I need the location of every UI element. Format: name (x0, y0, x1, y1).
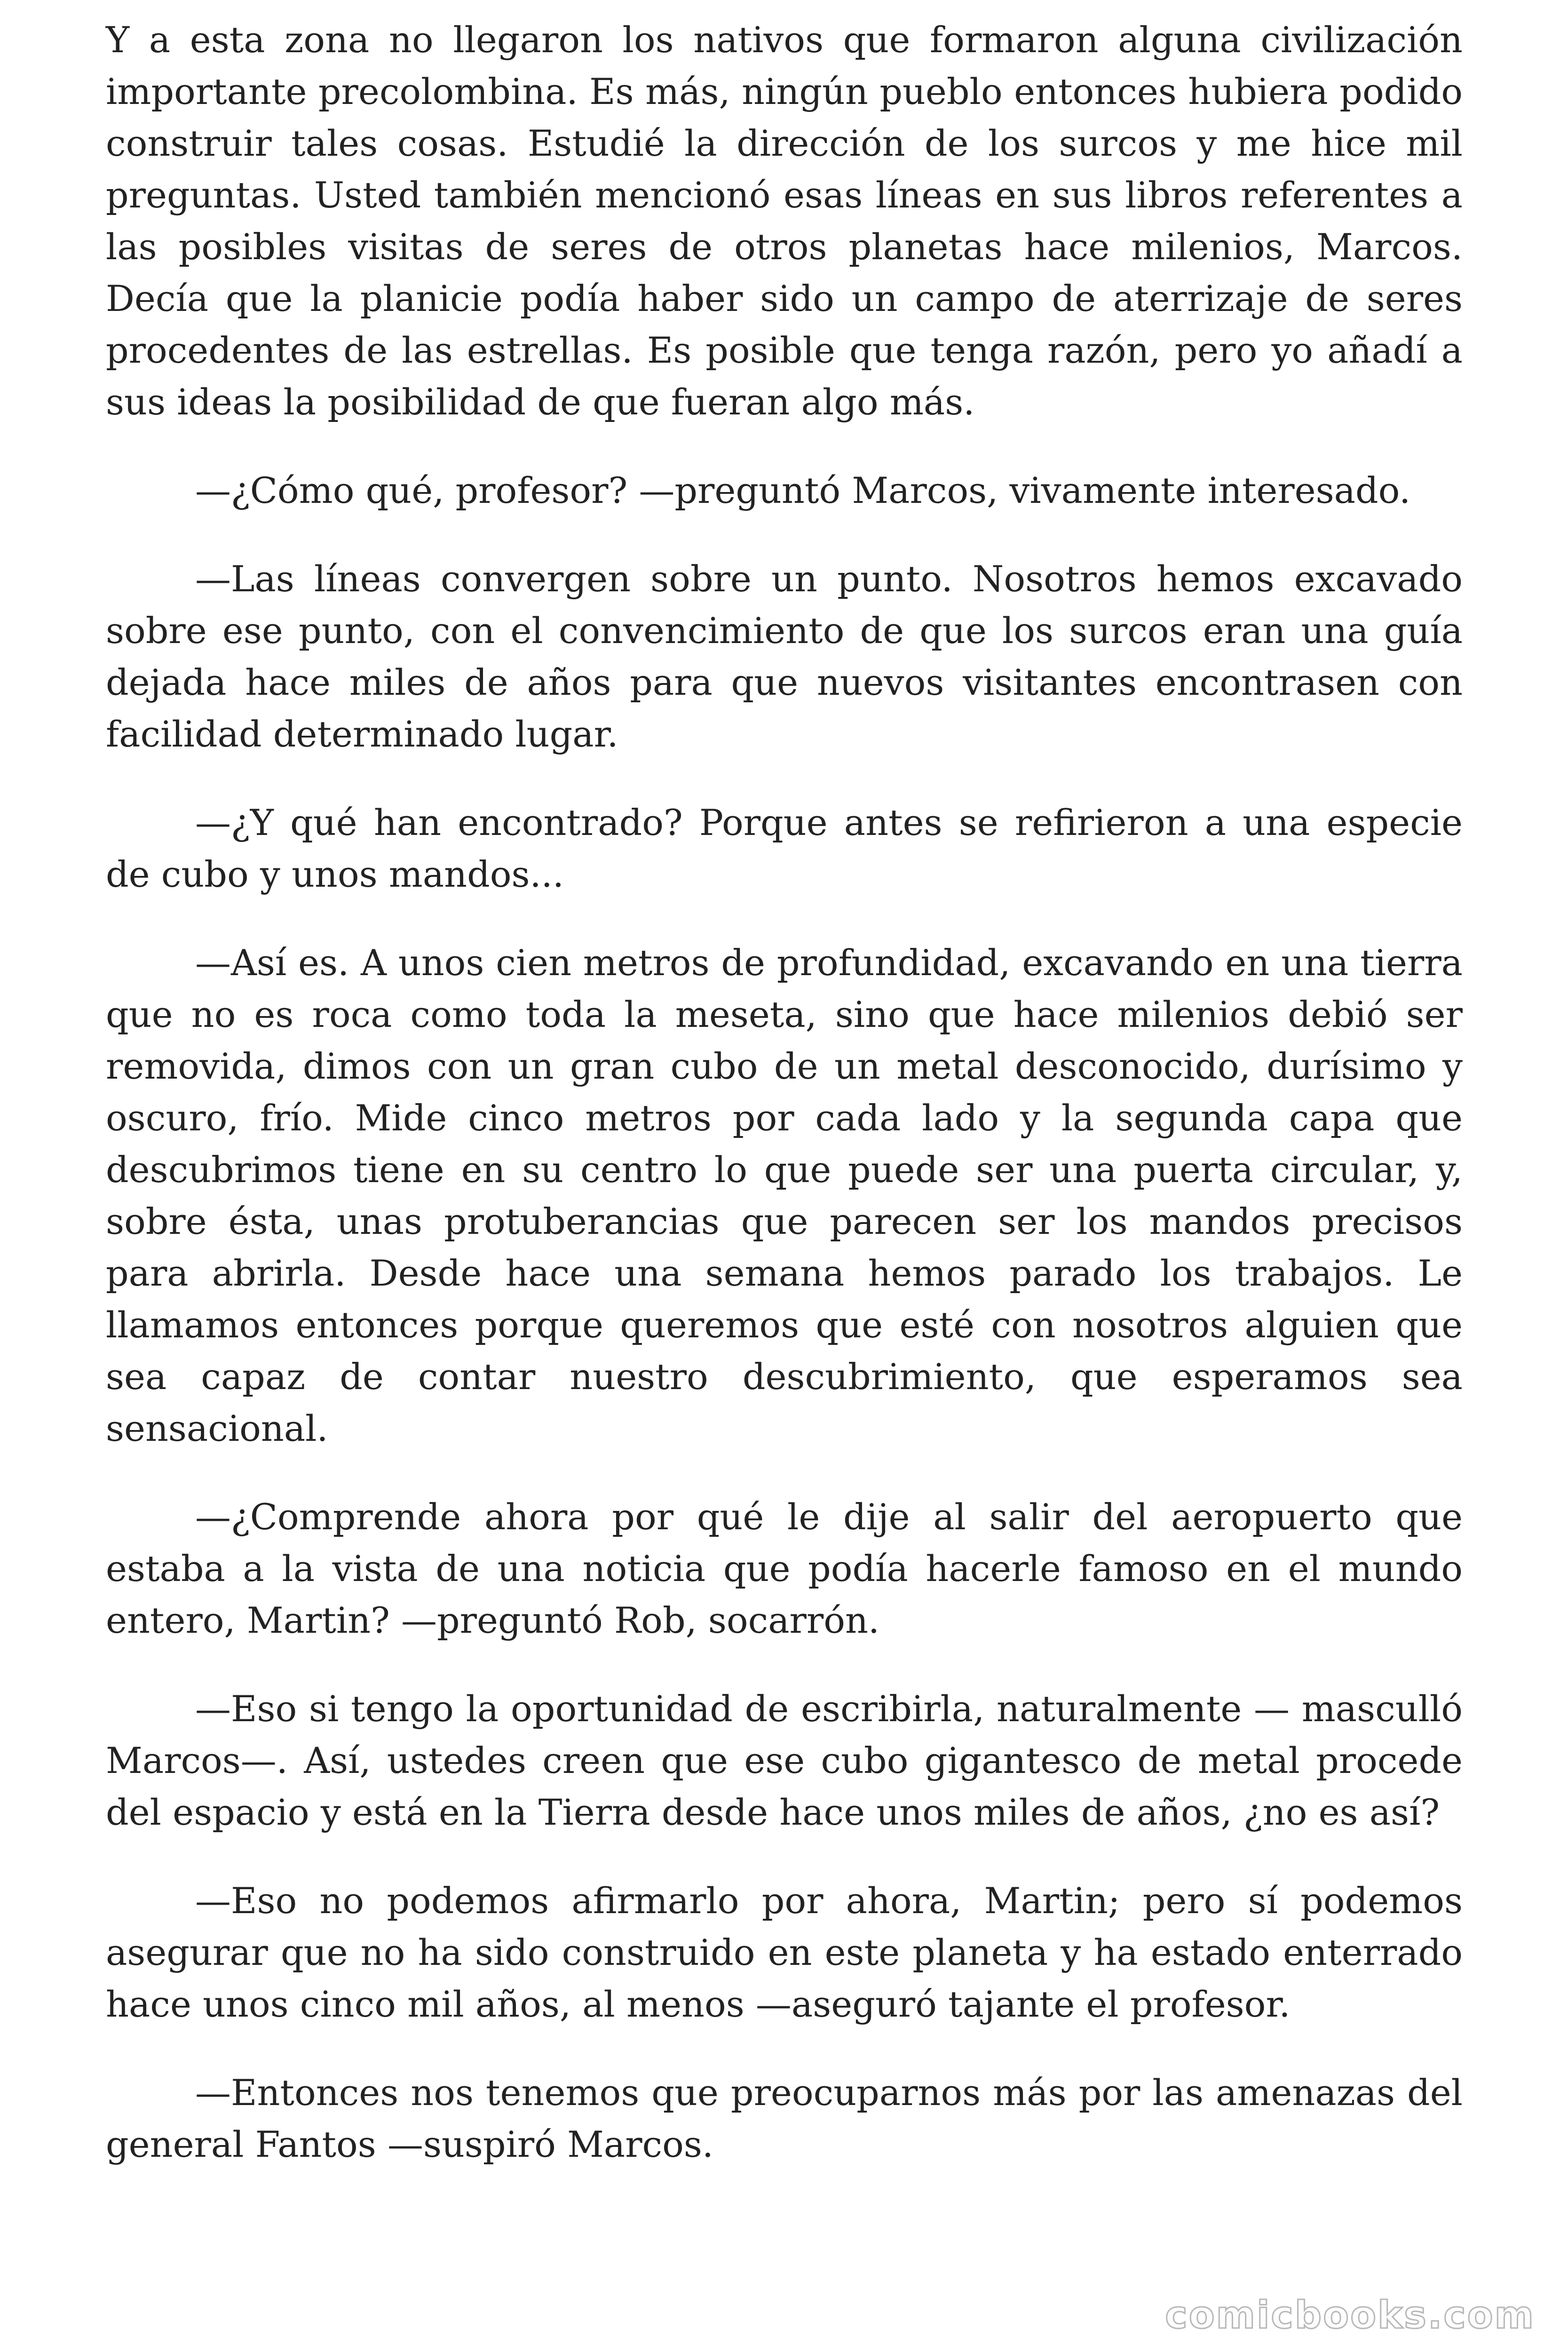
paragraph-8: —Eso no podemos afirmarlo por ahora, Martin; pero sí podemos asegurar que no ha sido construido en este planeta y ha estado enterrado hace unos cinco mil años, al menos —aseguró tajante el profesor. (106, 1880, 1463, 2025)
paragraph-3: —Las líneas convergen sobre un punto. Nosotros hemos excavado sobre ese punto, con el convencimiento de que los surcos eran una guía dejada hace miles de años para que nuevos visitantes encontrasen con facilidad determinado lugar. (106, 558, 1463, 755)
paragraph-4: —¿Y qué han encontrado? Porque antes se refirieron a una especie de cubo y unos mandos... (106, 802, 1463, 895)
paragraph-1: Y a esta zona no llegaron los nativos que formaron alguna civilización importante precolombina. Es más, ningún pueblo entonces hubiera podido construir tales cosas. Estudié la dirección de los surcos y me hice mil preguntas. Usted también mencionó esas líneas en sus libros referentes a las posibles visitas de seres de otros planetas hace milenios, Marcos. Decía que la planicie podía haber sido un campo de aterrizaje de seres procedentes de las estrellas. Es posible que tenga razón, pero yo añadí a sus ideas la posibilidad de que fueran algo más. (106, 19, 1463, 423)
paragraph-7: —Eso si tengo la oportunidad de escribirla, naturalmente — masculló Marcos—. Así, ustedes creen que ese cubo gigantesco de metal procede del espacio y está en la Tierra desde hace unos miles de años, ¿no es así? (106, 1688, 1463, 1833)
paragraph-6: —¿Comprende ahora por qué le dije al salir del aeropuerto que estaba a la vista de una noticia que podía hacerle famoso en el mundo entero, Martin? —preguntó Rob, socarrón. (106, 1496, 1463, 1641)
watermark: comicbooks.com (1165, 2293, 1535, 2337)
paragraph-5: —Así es. A unos cien metros de profundidad, excavando en una tierra que no es roca como toda la meseta, sino que hace milenios debió ser removida, dimos con un gran cubo de un metal desconocido, durísimo y oscuro, frío. Mide cinco metros por cada lado y la segunda capa que descubrimos tiene en su centro lo que puede ser una puerta circular, y, sobre ésta, unas protuberancias que parecen ser los mandos precisos para abrirla. Desde hace una semana hemos parado los trabajos. Le llamamos entonces porque queremos que esté con nosotros alguien que sea capaz de contar nuestro descubrimiento, que esperamos sea sensacional. (106, 942, 1463, 1449)
paragraph-2: —¿Cómo qué, profesor? —preguntó Marcos, vivamente interesado. (195, 469, 1411, 511)
book-page (106, 14, 1463, 2207)
paragraph-9: —Entonces nos tenemos que preocuparnos más por las amenazas del general Fantos —suspiró Marcos. (106, 2072, 1463, 2165)
